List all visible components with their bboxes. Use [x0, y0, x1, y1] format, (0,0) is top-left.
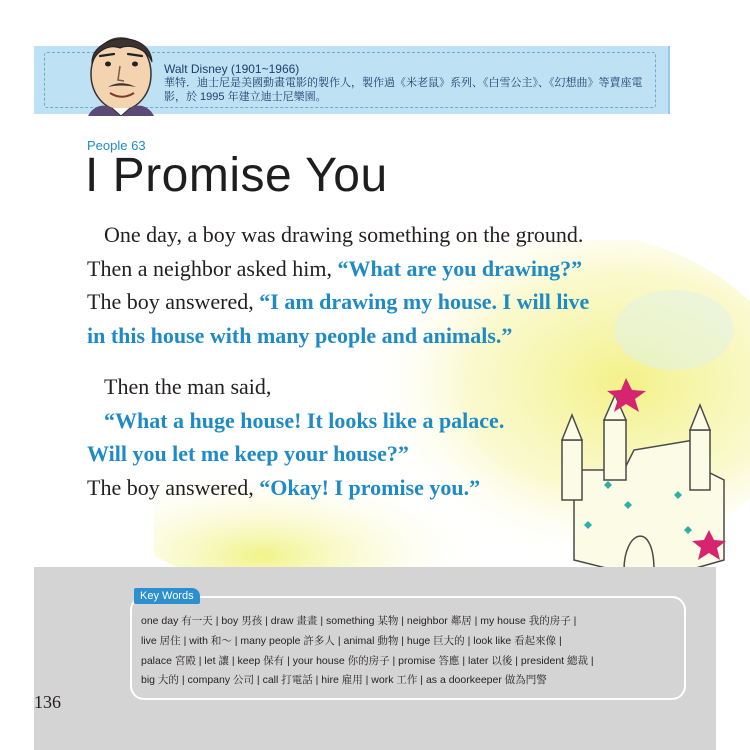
key-words-line: big 大的 | company 公司 | call 打電話 | hire 雇用 | work 工作 | as a doorkeeper 做為門警 [141, 674, 547, 687]
story-text [87, 218, 687, 504]
story-line [87, 285, 687, 319]
dialogue: in this house with many people and animals.” [87, 322, 513, 348]
bio-description: 華特．迪士尼是美國動畫電影的製作人，製作過《米老鼠》系列、《白雪公主》、《幻想曲》等賣座電影，於 1995 年建立迪士尼樂園。 [164, 77, 643, 103]
book-page [34, 0, 716, 750]
lesson-number: People 63 [87, 138, 146, 153]
narration: The boy answered, [87, 289, 260, 314]
bio-name: Walt Disney (1901~1966) [164, 62, 300, 76]
dialogue: Will you let me keep your house?” [87, 441, 409, 466]
story-line: Then the man said, [104, 374, 272, 399]
key-words-line: palace 宮殿 | let 讓 | keep 保有 | your house 你的房子 | promise 答應 | later 以後 | president 總裁 | [141, 654, 594, 667]
page-number: 136 [34, 692, 61, 712]
story-line: One day, a boy was drawing something on the ground. [104, 222, 584, 247]
key-words-label: Key Words [134, 588, 200, 604]
paragraph-gap [87, 352, 687, 370]
story-line [87, 471, 687, 505]
story-line [87, 404, 687, 438]
key-words-list [141, 612, 681, 691]
story-line [87, 252, 687, 286]
walt-disney-portrait [80, 24, 162, 116]
narration: The boy answered, [87, 474, 260, 500]
dialogue: “I am drawing my house. I will live [259, 289, 590, 314]
story-line [87, 319, 687, 353]
key-words-line: live 居住 | with 和～ | many people 許多人 | animal 動物 | huge 巨大的 | look like 看起來像 | [141, 634, 562, 647]
key-words-line: one day 有一天 | boy 男孩 | draw 畫畫 | something 某物 | neighbor 鄰居 | my house 我的房子 | [141, 615, 577, 627]
dialogue: “What a huge house! It looks like a palace. [104, 407, 505, 433]
story-line [87, 437, 687, 471]
dialogue: “Okay! I promise you.” [259, 474, 481, 500]
narration: Then a neighbor asked him, [87, 255, 338, 281]
page-title: I Promise You [85, 149, 388, 202]
dialogue: “What are you drawing?” [337, 255, 583, 281]
